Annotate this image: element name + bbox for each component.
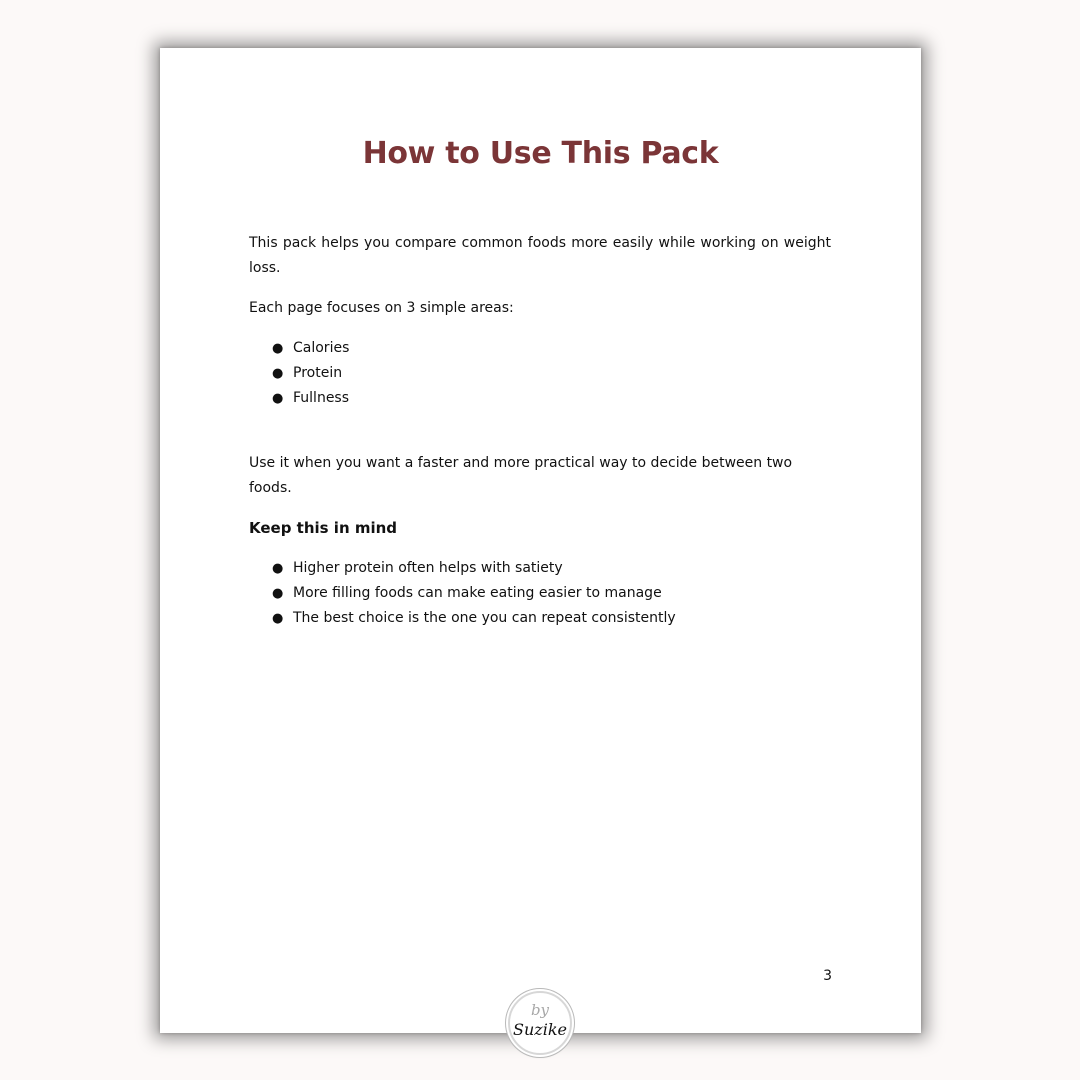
list-item-text: Protein bbox=[293, 365, 343, 381]
brand-logo bbox=[508, 991, 572, 1055]
list-item bbox=[272, 361, 831, 386]
list-item bbox=[272, 336, 831, 361]
bullet-icon: ● bbox=[272, 611, 284, 626]
page-content bbox=[249, 231, 831, 631]
list-item-text: Fullness bbox=[293, 390, 350, 406]
bullet-icon: ● bbox=[272, 561, 284, 576]
areas-list bbox=[249, 336, 831, 411]
list-item bbox=[272, 606, 831, 631]
page-title: How to Use This Pack bbox=[362, 136, 719, 171]
list-item-text: The best choice is the one you can repeat consistently bbox=[293, 610, 676, 626]
list-item bbox=[272, 556, 831, 581]
areas-intro-paragraph: Each page focuses on 3 simple areas: bbox=[249, 300, 514, 316]
list-item bbox=[272, 386, 831, 411]
bullet-icon: ● bbox=[272, 341, 284, 356]
logo-name-text: Suzike bbox=[513, 1020, 567, 1039]
page-number: 3 bbox=[823, 968, 832, 984]
usage-paragraph: Use it when you want a faster and more practical way to decide between two foods. bbox=[249, 455, 793, 496]
bullet-icon: ● bbox=[272, 391, 284, 406]
intro-paragraph: This pack helps you compare common foods more easily while working on weight loss. bbox=[249, 235, 831, 276]
bullet-icon: ● bbox=[272, 366, 284, 381]
keep-in-mind-list bbox=[249, 556, 831, 631]
bullet-icon: ● bbox=[272, 586, 284, 601]
logo-by-text: by bbox=[530, 1001, 550, 1019]
keep-in-mind-heading: Keep this in mind bbox=[249, 519, 398, 537]
list-item-text: More filling foods can make eating easier to manage bbox=[293, 585, 662, 601]
document-page bbox=[160, 48, 921, 1033]
list-item bbox=[272, 581, 831, 606]
logo-icon bbox=[510, 993, 570, 1053]
list-item-text: Higher protein often helps with satiety bbox=[293, 560, 563, 576]
list-item-text: Calories bbox=[293, 340, 350, 356]
